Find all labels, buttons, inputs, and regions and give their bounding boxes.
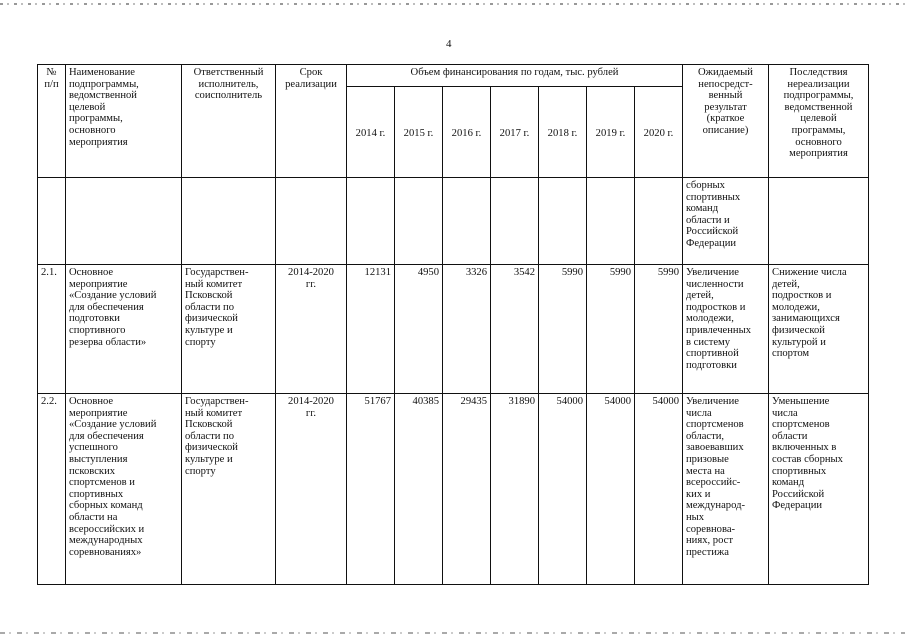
row-term: 2014-2020 гг. (276, 265, 347, 394)
financing-table (37, 64, 869, 585)
row-expected: Увеличение числа спортсменов области, завоевавших призовые места на всероссийс- ких и международ- ных соревнова- ниях, рост престижа (683, 394, 769, 585)
header-year: 2015 г. (395, 87, 443, 178)
table-row (38, 265, 869, 394)
row-name: Основное мероприятие «Создание условий для обеспечения подготовки спортивного резерва области» (66, 265, 182, 394)
header-consequences: Последствия нереализации подпрограммы, ведомственной целевой программы, основного мероприятия (769, 65, 869, 178)
row-term: 2014-2020 гг. (276, 394, 347, 585)
row-value: 54000 (539, 394, 587, 585)
header-year: 2017 г. (491, 87, 539, 178)
scan-edge-bottom (0, 632, 905, 634)
row-value: 54000 (587, 394, 635, 585)
table-row (38, 394, 869, 585)
row-expected: Увеличение численности детей, подростков и молодежи, привлеченных в систему спортивной подготовки (683, 265, 769, 394)
header-num: № п/п (38, 65, 66, 178)
row-value: 5990 (539, 265, 587, 394)
header-financing: Объем финансирования по годам, тыс. рублей (347, 65, 683, 87)
row-value: 31890 (491, 394, 539, 585)
row-value: 29435 (443, 394, 491, 585)
header-name: Наименование подпрограммы, ведомственной целевой программы, основного мероприятия (66, 65, 182, 178)
row-value: 51767 (347, 394, 395, 585)
header-year: 2016 г. (443, 87, 491, 178)
row-value: 12131 (347, 265, 395, 394)
row-consequences: Снижение числа детей, подростков и молодежи, занимающихся физической культурой и спортом (769, 265, 869, 394)
header-year: 2019 г. (587, 87, 635, 178)
page-number: 4 (446, 38, 452, 50)
row-value: 5990 (587, 265, 635, 394)
row-value: 54000 (635, 394, 683, 585)
continuation-expected: сборных спортивных команд области и Российской Федерации (683, 178, 769, 265)
row-value: 40385 (395, 394, 443, 585)
row-responsible: Государствен- ный комитет Псковской области по физической культуре и спорту (182, 394, 276, 585)
header-year: 2020 г. (635, 87, 683, 178)
scan-edge-top (0, 3, 905, 5)
row-num: 2.1. (38, 265, 66, 394)
row-consequences: Уменьшение числа спортсменов области включенных в состав сборных спортивных команд Российской Федерации (769, 394, 869, 585)
row-value: 5990 (635, 265, 683, 394)
row-value: 3326 (443, 265, 491, 394)
header-responsible: Ответственный исполнитель, соисполнитель (182, 65, 276, 178)
row-name: Основное мероприятие «Создание условий для обеспечения успешного выступления псковских спортсменов и спортивных сборных команд области на всероссийских и международных соревнованиях» (66, 394, 182, 585)
row-value: 3542 (491, 265, 539, 394)
table-header-row (38, 65, 869, 87)
table-row-continuation (38, 178, 869, 265)
row-num: 2.2. (38, 394, 66, 585)
header-expected: Ожидаемый непосредст- венный результат (краткое описание) (683, 65, 769, 178)
header-year: 2018 г. (539, 87, 587, 178)
row-responsible: Государствен- ный комитет Псковской области по физической культуре и спорту (182, 265, 276, 394)
row-value: 4950 (395, 265, 443, 394)
header-year: 2014 г. (347, 87, 395, 178)
header-term: Срок реализации (276, 65, 347, 178)
